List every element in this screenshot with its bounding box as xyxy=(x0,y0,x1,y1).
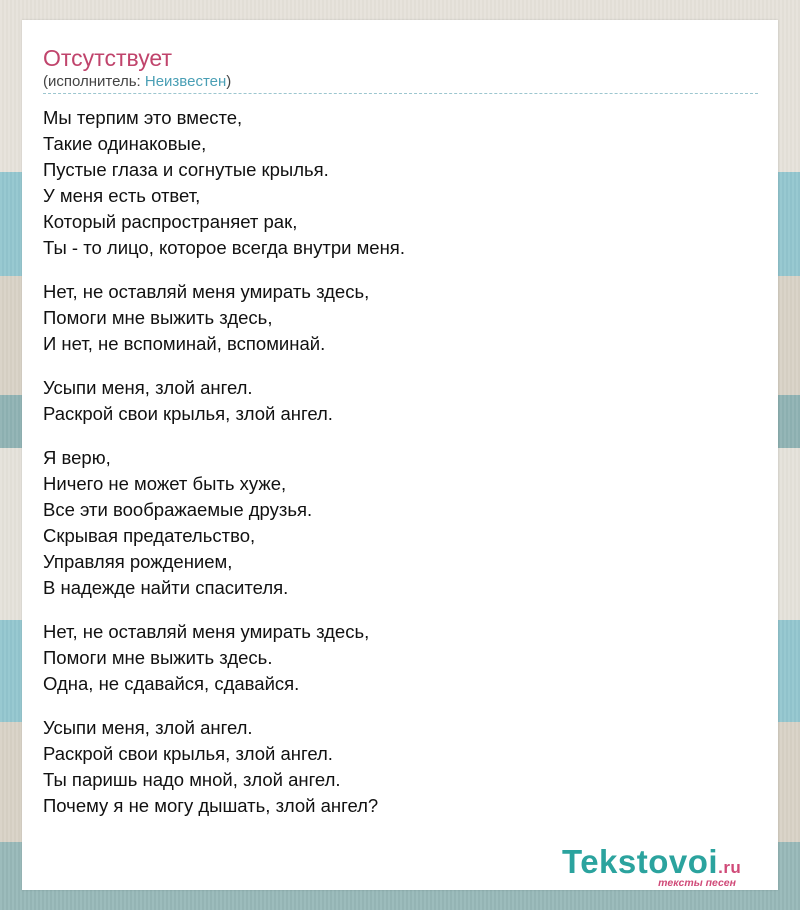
stanza-5 xyxy=(43,619,753,697)
lyric-line: Помоги мне выжить здесь. xyxy=(43,647,273,668)
stanza-2 xyxy=(43,279,753,357)
header-divider xyxy=(43,93,758,94)
performer-line xyxy=(43,73,231,91)
lyric-line: В надежде найти спасителя. xyxy=(43,577,289,598)
logo-name: Tekstovoi xyxy=(562,843,719,880)
lyric-line: Я верю, xyxy=(43,447,111,468)
performer-prefix: (исполнитель: xyxy=(43,73,145,90)
lyric-line: Скрывая предательство, xyxy=(43,525,256,546)
lyrics-text xyxy=(43,105,753,837)
song-title: Отсутствует xyxy=(43,45,172,71)
lyric-line: Усыпи меня, злой ангел. xyxy=(43,717,253,738)
stanza-3 xyxy=(43,375,753,427)
lyric-line: Раскрой свои крылья, злой ангел. xyxy=(43,743,333,764)
performer-link[interactable]: Неизвестен xyxy=(144,73,227,90)
site-logo[interactable] xyxy=(562,844,772,888)
lyric-line: Все эти воображаемые друзья. xyxy=(43,499,313,520)
lyric-line: И нет, не вспоминай, вспоминай. xyxy=(43,333,326,354)
lyric-line: Такие одинаковые, xyxy=(43,133,207,154)
stanza-6 xyxy=(43,715,753,819)
stanza-4 xyxy=(43,445,753,601)
lyric-line: Ничего не может быть хуже, xyxy=(43,473,287,494)
stanza-1 xyxy=(43,105,753,261)
lyric-line: Ты паришь надо мной, злой ангел. xyxy=(43,769,341,790)
lyric-line: Который распространяет рак, xyxy=(43,211,298,232)
lyric-line: У меня есть ответ, xyxy=(43,185,201,206)
lyric-line: Усыпи меня, злой ангел. xyxy=(43,377,253,398)
lyric-line: Почему я не могу дышать, злой ангел? xyxy=(43,795,379,816)
lyric-line: Управляя рождением, xyxy=(43,551,233,572)
lyric-line: Нет, не оставляй меня умирать здесь, xyxy=(43,281,370,302)
lyrics-card xyxy=(22,20,778,890)
logo-tagline: тексты песен xyxy=(658,877,736,889)
lyric-line: Раскрой свои крылья, злой ангел. xyxy=(43,403,333,424)
lyric-line: Одна, не сдавайся, сдавайся. xyxy=(43,673,300,694)
lyric-line: Помоги мне выжить здесь, xyxy=(43,307,273,328)
performer-suffix: ) xyxy=(226,73,232,90)
logo-tld: .ru xyxy=(718,858,742,877)
lyric-line: Нет, не оставляй меня умирать здесь, xyxy=(43,621,370,642)
lyric-line: Мы терпим это вместе, xyxy=(43,107,243,128)
lyric-line: Пустые глаза и согнутые крылья. xyxy=(43,159,329,180)
lyric-line: Ты - то лицо, которое всегда внутри меня. xyxy=(43,237,405,258)
